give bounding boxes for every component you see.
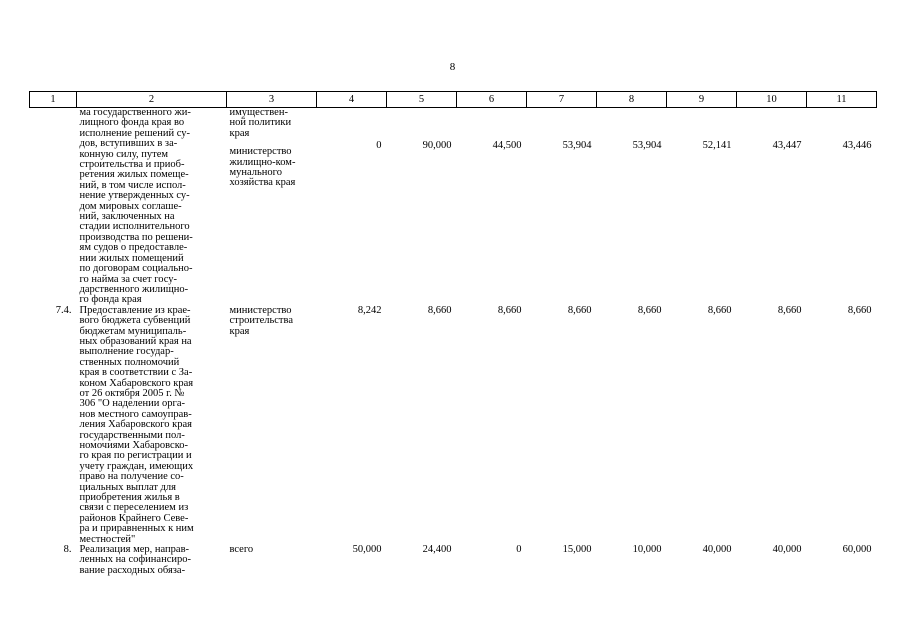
value-cell: 0 — [516, 544, 522, 556]
value-cell: 40,000 — [702, 544, 732, 556]
value-cell: 8,660 — [427, 304, 452, 316]
column-header: 3 — [227, 92, 317, 108]
column-header: 9 — [667, 92, 737, 108]
table-row — [30, 545, 877, 576]
row-description: ма государственного жи- лищного фонда края во исполнение решений су- дов, вступивших в за- конную силу, путем строительства и приоб- ретения жилых помеще- ний, в том числе испол- нение утвержденных су- дом мировых соглаше- ний, заключенных на стадии исполнительного производства по решени- ям судов о предоставле- нии жилых помещений по договорам социально- го найма за счет госу- дарственного жилищно- го фонда края — [79, 107, 193, 306]
value-cell: 43,446 — [842, 140, 872, 151]
row-executor: министерство жилищно-ком- мунального хозяйства края — [229, 146, 296, 189]
row-executor: всего — [229, 544, 254, 556]
value-cell: 40,000 — [772, 544, 802, 556]
budget-table — [29, 91, 877, 576]
column-header: 1 — [30, 92, 77, 108]
value-cell: 44,500 — [492, 140, 522, 151]
column-header: 5 — [387, 92, 457, 108]
value-cell: 50,000 — [352, 544, 382, 556]
table-row — [30, 108, 877, 306]
value-cell: 8,242 — [357, 304, 382, 316]
column-header: 11 — [807, 92, 877, 108]
row-description: Предоставление из крае- вого бюджета субвенций бюджетам муниципаль- ных образований края на выполнение государ- ственных полномочий края в соответствии с За- коном Хабаровского края от 26 октября 2005 г. № 306 "О наделении орга- нов местного самоуправ- ления Хабаровского края государственными пол- номочиями Хабаровско- го края по регистрации и учету граждан, имеющих право на получение со- циальных выплат для приобретения жилья в связи с переселением из районов Крайнего Севе- ра и приравненных к ним местностей" — [79, 304, 194, 545]
value-cell: 8,660 — [847, 304, 872, 316]
value-cell: 90,000 — [422, 140, 452, 151]
value-cell: 53,904 — [562, 140, 592, 151]
column-header: 8 — [597, 92, 667, 108]
value-cell: 43,447 — [772, 140, 802, 151]
row-executor-cell — [227, 108, 317, 306]
row-index — [30, 108, 77, 306]
value-cell: 15,000 — [562, 544, 592, 556]
row-executor: министерство строительства края — [229, 304, 294, 337]
column-header: 10 — [737, 92, 807, 108]
column-header: 6 — [457, 92, 527, 108]
value-cell: 60,000 — [842, 544, 872, 556]
row-index: 8. — [63, 544, 72, 556]
column-header: 7 — [527, 92, 597, 108]
value-cell: 8,660 — [567, 304, 592, 316]
value-cell: 53,904 — [632, 140, 662, 151]
row-description: Реализация мер, направ- ленных на софинансиро- вание расходных обяза- — [79, 544, 191, 576]
value-cell: 8,660 — [497, 304, 522, 316]
table-row — [30, 306, 877, 545]
value-cell: 8,660 — [707, 304, 732, 316]
value-cell: 8,660 — [777, 304, 802, 316]
column-header: 2 — [77, 92, 227, 108]
value-cell: 52,141 — [702, 140, 732, 151]
header-row — [30, 92, 877, 108]
value-cell: 24,400 — [422, 544, 452, 556]
page-number: 8 — [449, 61, 456, 73]
row-executor-continued: имуществен- ной политики края — [229, 107, 292, 139]
value-cell: 0 — [376, 140, 382, 151]
value-cell: 8,660 — [637, 304, 662, 316]
column-header: 4 — [317, 92, 387, 108]
value-cell: 10,000 — [632, 544, 662, 556]
row-index: 7.4. — [55, 304, 72, 316]
